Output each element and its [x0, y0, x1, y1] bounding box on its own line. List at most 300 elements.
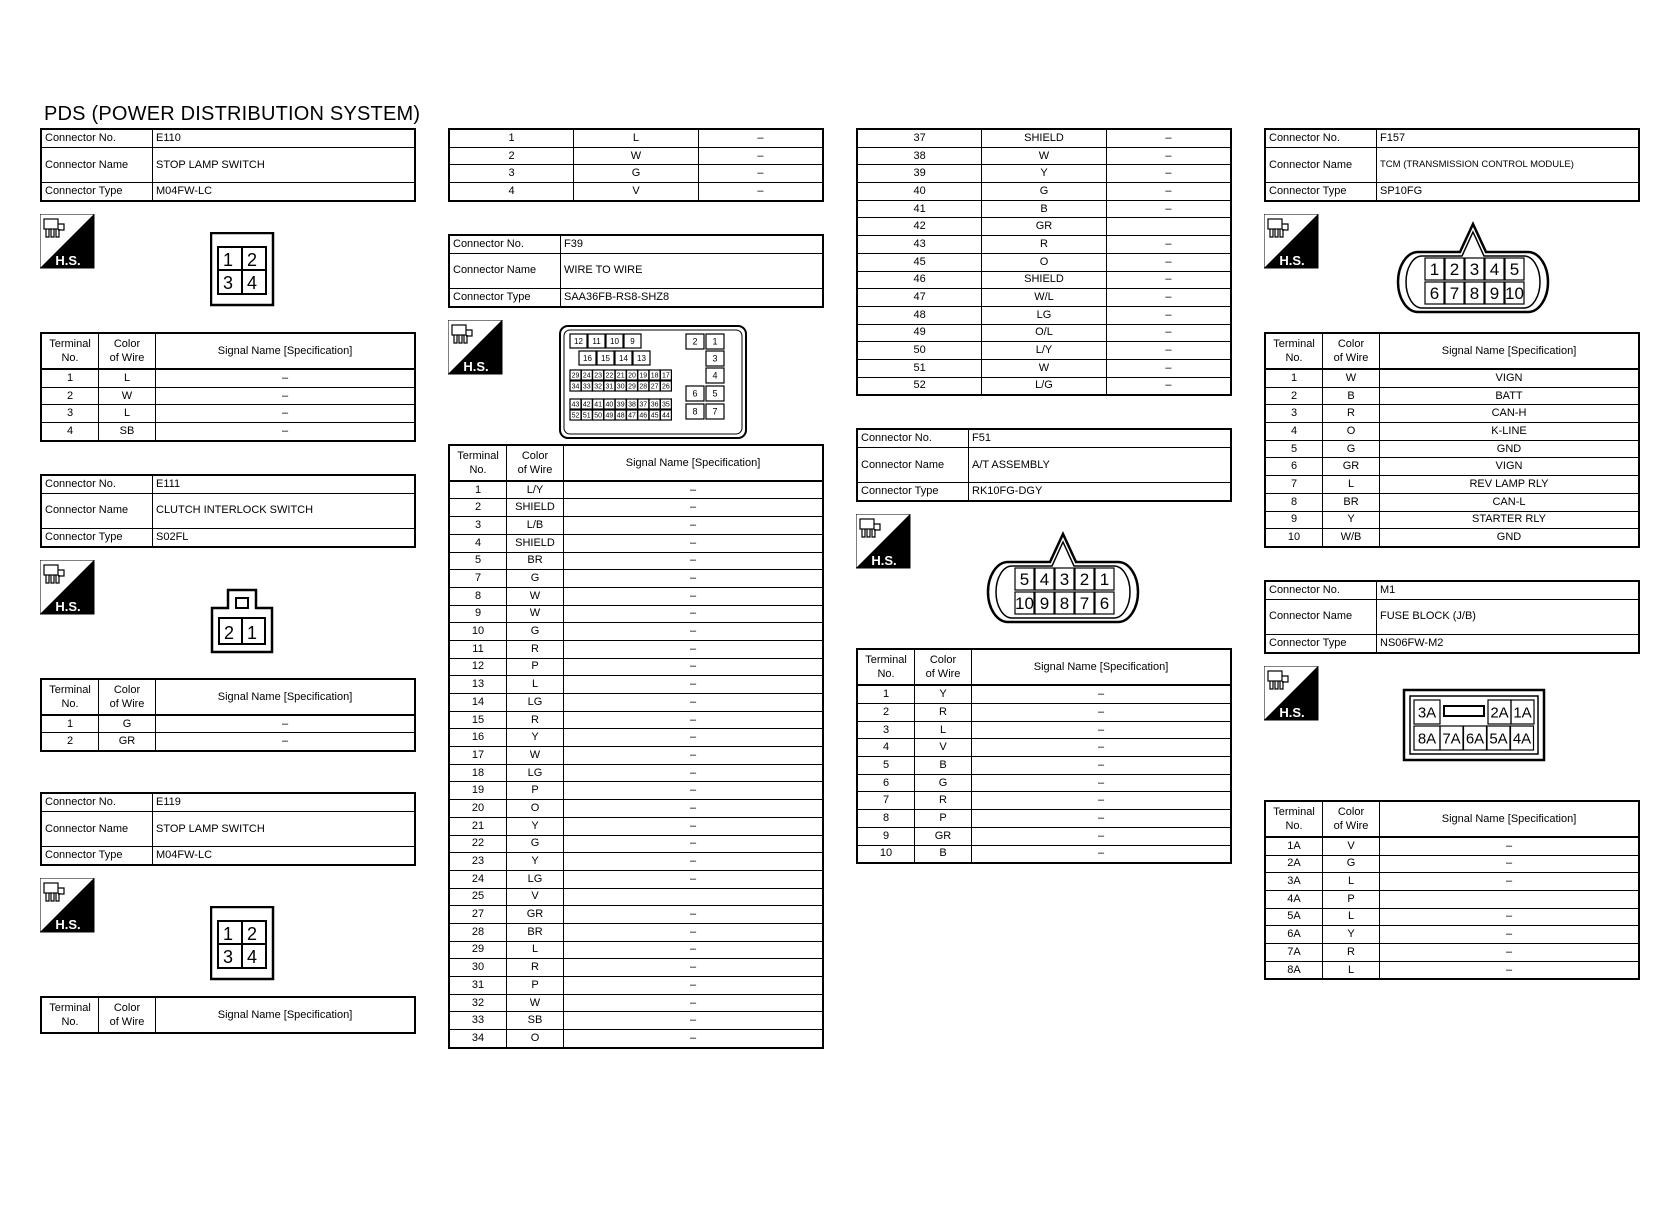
- terminal-no-cell: 20: [449, 800, 507, 818]
- table-row: [449, 906, 823, 924]
- connector-type-label: Connector Type: [41, 528, 153, 547]
- signal-name-cell: STARTER RLY: [1380, 511, 1640, 529]
- table-row: [449, 1030, 823, 1048]
- table-row: [449, 517, 823, 535]
- signal-name-cell: BATT: [1380, 387, 1640, 405]
- connector-info-table: [1264, 128, 1640, 202]
- signal-name-cell: –: [1380, 837, 1640, 855]
- signal-name-cell: –: [564, 835, 824, 853]
- pin-label: 34: [571, 383, 580, 391]
- terminal-no-header: Terminal No.: [41, 679, 99, 715]
- signal-name-cell: –: [564, 517, 824, 535]
- terminal-table: [40, 332, 416, 442]
- pin-label: 2: [224, 622, 235, 643]
- connector-face-diagram: [986, 524, 1140, 624]
- signal-name-cell: –: [1106, 165, 1231, 183]
- wire-color-cell: BR: [507, 923, 564, 941]
- signal-name-cell: –: [1106, 129, 1231, 147]
- connector-name-value: A/T ASSEMBLY: [969, 448, 1232, 483]
- signal-name-cell: –: [564, 800, 824, 818]
- connector-info-table: [40, 474, 416, 548]
- table-row: [857, 306, 1231, 324]
- wire-color-cell: R: [915, 704, 972, 722]
- wire-color-cell: BR: [507, 552, 564, 570]
- table-row: [41, 423, 415, 441]
- connector-name-label: Connector Name: [1265, 148, 1377, 183]
- terminal-table-continued: [448, 128, 824, 202]
- pin-label: 23: [594, 372, 602, 380]
- signal-name-cell: CAN-H: [1380, 405, 1640, 423]
- connector-figure: [448, 308, 824, 444]
- connector-type-value: NS06FW-M2: [1377, 634, 1640, 653]
- table-row: [1265, 908, 1639, 926]
- table-row: [857, 324, 1231, 342]
- wire-color-cell: P: [507, 977, 564, 995]
- pin-label: 6: [1429, 284, 1440, 304]
- wire-color-cell: L: [507, 941, 564, 959]
- pin-label: 8: [1469, 284, 1480, 304]
- signal-name-cell: –: [156, 733, 416, 751]
- connector-name-value: STOP LAMP SWITCH: [153, 812, 416, 847]
- color-of-wire-header: Color of Wire: [99, 997, 156, 1033]
- terminal-no-header: Terminal No.: [41, 997, 99, 1033]
- terminal-table: [40, 678, 416, 752]
- terminal-no-cell: 5: [449, 552, 507, 570]
- signal-name-cell: VIGN: [1380, 458, 1640, 476]
- wire-color-cell: Y: [915, 685, 972, 703]
- pin-label: 2: [1079, 570, 1090, 590]
- pin-label: 1: [712, 336, 718, 347]
- wire-color-cell: O: [507, 800, 564, 818]
- signal-name-cell: –: [564, 959, 824, 977]
- wire-color-cell: G: [507, 570, 564, 588]
- pin-label: 39: [616, 401, 625, 409]
- signal-name-cell: –: [564, 853, 824, 871]
- connector-type-label: Connector Type: [1265, 183, 1377, 202]
- terminal-no-cell: 21: [449, 817, 507, 835]
- signal-name-cell: –: [1106, 324, 1231, 342]
- terminal-table: [40, 996, 416, 1034]
- signal-name-cell: –: [972, 704, 1232, 722]
- pin-label: 3A: [1417, 704, 1437, 722]
- terminal-no-cell: 2A: [1265, 855, 1323, 873]
- pin-label: 10: [610, 336, 619, 346]
- pin-label: 2: [692, 336, 698, 347]
- terminal-no-cell: 10: [857, 845, 915, 863]
- pin-label: 36: [650, 401, 659, 409]
- table-row: [449, 129, 823, 147]
- wire-color-cell: Y: [507, 729, 564, 747]
- terminal-no-cell: 2: [41, 733, 99, 751]
- pin-label: 8: [692, 406, 698, 417]
- signal-name-cell: –: [564, 623, 824, 641]
- table-row: [857, 183, 1231, 201]
- pin-label: 44: [662, 412, 670, 420]
- wire-color-cell: SB: [99, 423, 156, 441]
- pin-label: 19: [639, 372, 648, 380]
- terminal-no-cell: 7A: [1265, 944, 1323, 962]
- wire-color-cell: Y: [982, 165, 1107, 183]
- connector-name-label: Connector Name: [857, 448, 969, 483]
- signal-name-cell: –: [564, 552, 824, 570]
- table-row: [41, 405, 415, 423]
- wire-color-cell: B: [1323, 387, 1380, 405]
- wire-color-cell: L: [1323, 476, 1380, 494]
- terminal-no-cell: 4A: [1265, 890, 1323, 908]
- table-row: [1265, 440, 1639, 458]
- wire-color-cell: G: [1323, 855, 1380, 873]
- wire-color-cell: W/B: [1323, 529, 1380, 547]
- terminal-no-cell: 38: [857, 147, 982, 165]
- terminal-no-cell: 46: [857, 271, 982, 289]
- terminal-no-cell: 15: [449, 711, 507, 729]
- pin-label: 22: [605, 372, 614, 380]
- pin-label: 52: [571, 412, 580, 420]
- terminal-no-cell: 4: [449, 183, 574, 201]
- pin-label: 49: [605, 412, 614, 420]
- terminal-no-cell: 3: [41, 405, 99, 423]
- signal-name-cell: –: [972, 757, 1232, 775]
- signal-name-cell: REV LAMP RLY: [1380, 476, 1640, 494]
- terminal-no-cell: 40: [857, 183, 982, 201]
- wire-color-cell: W: [574, 147, 699, 165]
- terminal-no-cell: 5A: [1265, 908, 1323, 926]
- signal-name-header: Signal Name [Specification]: [156, 333, 416, 369]
- wire-color-cell: R: [982, 236, 1107, 254]
- page-title: PDS (POWER DISTRIBUTION SYSTEM): [44, 103, 421, 125]
- wire-color-cell: O: [507, 1030, 564, 1048]
- pin-label: 42: [582, 401, 591, 409]
- table-row: [449, 570, 823, 588]
- connector-f51: [856, 428, 1232, 864]
- signal-name-cell: –: [564, 729, 824, 747]
- pin-label: 5: [1509, 260, 1520, 280]
- table-row: [449, 817, 823, 835]
- connector-no-label: Connector No.: [1265, 129, 1377, 148]
- column-4: [1264, 128, 1640, 980]
- terminal-no-cell: 8A: [1265, 961, 1323, 979]
- terminal-no-cell: 2: [857, 704, 915, 722]
- pin-label: 32: [594, 383, 602, 391]
- connector-name-value: FUSE BLOCK (J/B): [1377, 599, 1640, 634]
- signal-name-cell: [1380, 890, 1640, 908]
- signal-name-cell: –: [1106, 359, 1231, 377]
- svg-text:H.S.: H.S.: [55, 253, 81, 268]
- signal-name-cell: –: [1106, 147, 1231, 165]
- signal-name-cell: K-LINE: [1380, 423, 1640, 441]
- signal-name-cell: –: [1380, 944, 1640, 962]
- table-row: [449, 605, 823, 623]
- terminal-no-cell: 4: [857, 739, 915, 757]
- terminal-no-cell: 43: [857, 236, 982, 254]
- wire-color-cell: L/B: [507, 517, 564, 535]
- table-row: [449, 800, 823, 818]
- pin-label: 43: [571, 401, 580, 409]
- terminal-no-cell: 6: [1265, 458, 1323, 476]
- wire-color-cell: L: [99, 369, 156, 387]
- connector-figure: [1264, 202, 1640, 332]
- table-row: [857, 342, 1231, 360]
- table-row: [857, 236, 1231, 254]
- pin-label: 6: [692, 388, 698, 399]
- signal-name-cell: –: [564, 906, 824, 924]
- table-row: [449, 552, 823, 570]
- connector-type-value: RK10FG-DGY: [969, 483, 1232, 502]
- terminal-no-cell: 27: [449, 906, 507, 924]
- connector-type-label: Connector Type: [41, 847, 153, 866]
- signal-name-cell: –: [972, 721, 1232, 739]
- pin-label: 31: [605, 383, 614, 391]
- terminal-no-cell: 2: [449, 499, 507, 517]
- terminal-no-cell: 10: [1265, 529, 1323, 547]
- table-row: [1265, 369, 1639, 387]
- connector-figure: [1264, 654, 1640, 800]
- wire-color-cell: B: [982, 200, 1107, 218]
- wire-color-cell: O: [982, 253, 1107, 271]
- pin-label: 8A: [1417, 730, 1437, 748]
- table-row: [1265, 961, 1639, 979]
- signal-name-cell: –: [698, 129, 823, 147]
- pin-label: 9: [630, 336, 635, 346]
- wire-color-cell: V: [915, 739, 972, 757]
- terminal-no-cell: 2: [41, 387, 99, 405]
- signal-name-cell: –: [972, 739, 1232, 757]
- terminal-no-cell: 24: [449, 870, 507, 888]
- signal-name-cell: –: [564, 711, 824, 729]
- wire-color-cell: SHIELD: [507, 534, 564, 552]
- table-row: [1265, 405, 1639, 423]
- pin-label: 28: [639, 383, 648, 391]
- table-row: [449, 729, 823, 747]
- connector-type-label: Connector Type: [857, 483, 969, 502]
- terminal-no-cell: 13: [449, 676, 507, 694]
- pin-label: 4: [247, 947, 258, 968]
- wire-color-cell: SHIELD: [507, 499, 564, 517]
- table-row: [449, 481, 823, 499]
- wire-color-cell: G: [507, 623, 564, 641]
- table-row: [857, 827, 1231, 845]
- terminal-no-cell: 2: [449, 147, 574, 165]
- table-row: [1265, 944, 1639, 962]
- wire-color-cell: V: [1323, 837, 1380, 855]
- terminal-no-cell: 14: [449, 694, 507, 712]
- pin-label: 1: [223, 250, 234, 270]
- pin-label: 2: [247, 250, 258, 270]
- connector-info-table: [40, 128, 416, 202]
- connector-no-value: E110: [153, 129, 416, 148]
- connector-type-value: M04FW-LC: [153, 183, 416, 202]
- pin-label: 30: [616, 383, 625, 391]
- signal-name-cell: GND: [1380, 529, 1640, 547]
- table-row: [449, 835, 823, 853]
- table-row: [857, 810, 1231, 828]
- wire-color-cell: L: [1323, 908, 1380, 926]
- wire-color-cell: G: [574, 165, 699, 183]
- table-row: [449, 147, 823, 165]
- terminal-no-cell: 18: [449, 764, 507, 782]
- signal-name-cell: –: [972, 845, 1232, 863]
- signal-name-cell: –: [1106, 200, 1231, 218]
- table-row: [449, 853, 823, 871]
- pin-label: 18: [650, 372, 659, 380]
- connector-no-label: Connector No.: [1265, 581, 1377, 600]
- connector-name-label: Connector Name: [41, 148, 153, 183]
- table-row: [857, 704, 1231, 722]
- terminal-no-cell: 4: [41, 423, 99, 441]
- terminal-no-cell: 51: [857, 359, 982, 377]
- pin-label: 29: [628, 383, 636, 391]
- wire-color-cell: L: [507, 676, 564, 694]
- terminal-no-cell: 4: [1265, 423, 1323, 441]
- table-row: [857, 165, 1231, 183]
- pin-label: 50: [594, 412, 602, 420]
- pin-label: 26: [662, 383, 670, 391]
- wire-color-cell: W: [507, 994, 564, 1012]
- terminal-no-cell: 29: [449, 941, 507, 959]
- table-row: [1265, 423, 1639, 441]
- pin-label: 24: [582, 372, 591, 380]
- connector-e119: [40, 792, 416, 1034]
- wire-color-cell: L: [574, 129, 699, 147]
- connector-no-value: E119: [153, 793, 416, 812]
- terminal-no-cell: 48: [857, 306, 982, 324]
- pin-label: 4: [1489, 260, 1500, 280]
- connector-figure: [856, 502, 1232, 648]
- signal-name-cell: –: [972, 774, 1232, 792]
- pin-label: 5: [712, 388, 718, 399]
- connector-type-value: S02FL: [153, 528, 416, 547]
- terminal-no-cell: 22: [449, 835, 507, 853]
- signal-name-cell: –: [1106, 236, 1231, 254]
- pin-label: 4: [247, 273, 258, 293]
- connector-name-value: CLUTCH INTERLOCK SWITCH: [153, 493, 416, 528]
- wire-color-cell: L: [1323, 961, 1380, 979]
- signal-name-cell: –: [698, 147, 823, 165]
- pin-label: 41: [594, 401, 602, 409]
- table-row: [857, 359, 1231, 377]
- wire-color-cell: V: [507, 888, 564, 906]
- wire-color-cell: Y: [1323, 511, 1380, 529]
- svg-text:H.S.: H.S.: [1279, 253, 1305, 268]
- wire-color-cell: GR: [507, 906, 564, 924]
- wire-color-cell: G: [99, 715, 156, 733]
- terminal-no-cell: 1: [449, 481, 507, 499]
- table-row: [1265, 511, 1639, 529]
- terminal-no-cell: 45: [857, 253, 982, 271]
- terminal-no-cell: 3: [1265, 405, 1323, 423]
- terminal-table: [1264, 332, 1640, 548]
- pin-label: 40: [605, 401, 614, 409]
- wire-color-cell: SHIELD: [982, 129, 1107, 147]
- wire-color-cell: SB: [507, 1012, 564, 1030]
- terminal-no-cell: 30: [449, 959, 507, 977]
- pin-label: 17: [662, 372, 670, 380]
- terminal-no-cell: 39: [857, 165, 982, 183]
- pin-label: 10: [1015, 594, 1034, 614]
- wire-color-cell: Y: [1323, 926, 1380, 944]
- connector-type-value: M04FW-LC: [153, 847, 416, 866]
- terminal-no-cell: 1: [1265, 369, 1323, 387]
- wire-color-cell: W: [99, 387, 156, 405]
- wire-color-cell: W/L: [982, 289, 1107, 307]
- wire-color-cell: LG: [507, 870, 564, 888]
- table-row: [449, 764, 823, 782]
- wire-color-cell: O/L: [982, 324, 1107, 342]
- terminal-no-cell: 7: [857, 792, 915, 810]
- connector-type-value: SP10FG: [1377, 183, 1640, 202]
- wire-color-cell: P: [915, 810, 972, 828]
- terminal-no-cell: 31: [449, 977, 507, 995]
- table-row: [857, 147, 1231, 165]
- signal-name-cell: –: [1380, 926, 1640, 944]
- connector-name-label: Connector Name: [449, 253, 561, 288]
- terminal-no-cell: 5: [857, 757, 915, 775]
- wire-color-cell: L: [1323, 873, 1380, 891]
- terminal-no-cell: 32: [449, 994, 507, 1012]
- pin-label: 5A: [1489, 730, 1508, 748]
- signal-name-cell: –: [564, 782, 824, 800]
- terminal-no-cell: 3: [449, 165, 574, 183]
- svg-text:H.S.: H.S.: [1279, 704, 1305, 720]
- table-row: [857, 792, 1231, 810]
- connector-name-value: STOP LAMP SWITCH: [153, 148, 416, 183]
- wire-color-cell: B: [915, 845, 972, 863]
- table-row: [1265, 926, 1639, 944]
- connector-e110: [40, 128, 416, 442]
- table-row: [1265, 458, 1639, 476]
- signal-name-cell: –: [564, 994, 824, 1012]
- signal-name-cell: –: [1106, 289, 1231, 307]
- wire-color-cell: B: [915, 757, 972, 775]
- hs-icon: [448, 320, 504, 376]
- terminal-no-header: Terminal No.: [857, 649, 915, 685]
- terminal-no-cell: 4: [449, 534, 507, 552]
- pin-label: 29: [571, 372, 580, 380]
- signal-name-cell: –: [564, 640, 824, 658]
- connector-name-label: Connector Name: [1265, 599, 1377, 634]
- pin-label: 1: [247, 622, 258, 643]
- signal-name-cell: CAN-L: [1380, 493, 1640, 511]
- terminal-no-cell: 1: [41, 715, 99, 733]
- terminal-no-cell: 8: [449, 587, 507, 605]
- pin-label: 27: [650, 383, 659, 391]
- connector-face-diagram: [1396, 214, 1550, 314]
- color-of-wire-header: Color of Wire: [915, 649, 972, 685]
- hs-icon: [1264, 214, 1320, 270]
- pin-label: 10: [1505, 284, 1524, 304]
- connector-no-label: Connector No.: [857, 429, 969, 448]
- connector-face-diagram: [210, 588, 276, 654]
- pin-label: 9: [1489, 284, 1500, 304]
- terminal-no-cell: 7: [1265, 476, 1323, 494]
- connector-f39: [448, 234, 824, 1049]
- signal-name-cell: –: [564, 605, 824, 623]
- signal-name-cell: –: [564, 694, 824, 712]
- pin-label: 37: [639, 401, 648, 409]
- table-row: [449, 183, 823, 201]
- pin-label: 6A: [1465, 730, 1485, 748]
- wire-color-cell: GR: [99, 733, 156, 751]
- wire-color-cell: SHIELD: [982, 271, 1107, 289]
- table-row: [857, 377, 1231, 395]
- pin-label: 7: [1079, 594, 1090, 614]
- wire-color-cell: G: [1323, 440, 1380, 458]
- terminal-no-cell: 25: [449, 888, 507, 906]
- signal-name-cell: –: [156, 369, 416, 387]
- column-3: [856, 128, 1232, 864]
- signal-name-cell: –: [564, 534, 824, 552]
- pin-label: 3: [223, 947, 234, 968]
